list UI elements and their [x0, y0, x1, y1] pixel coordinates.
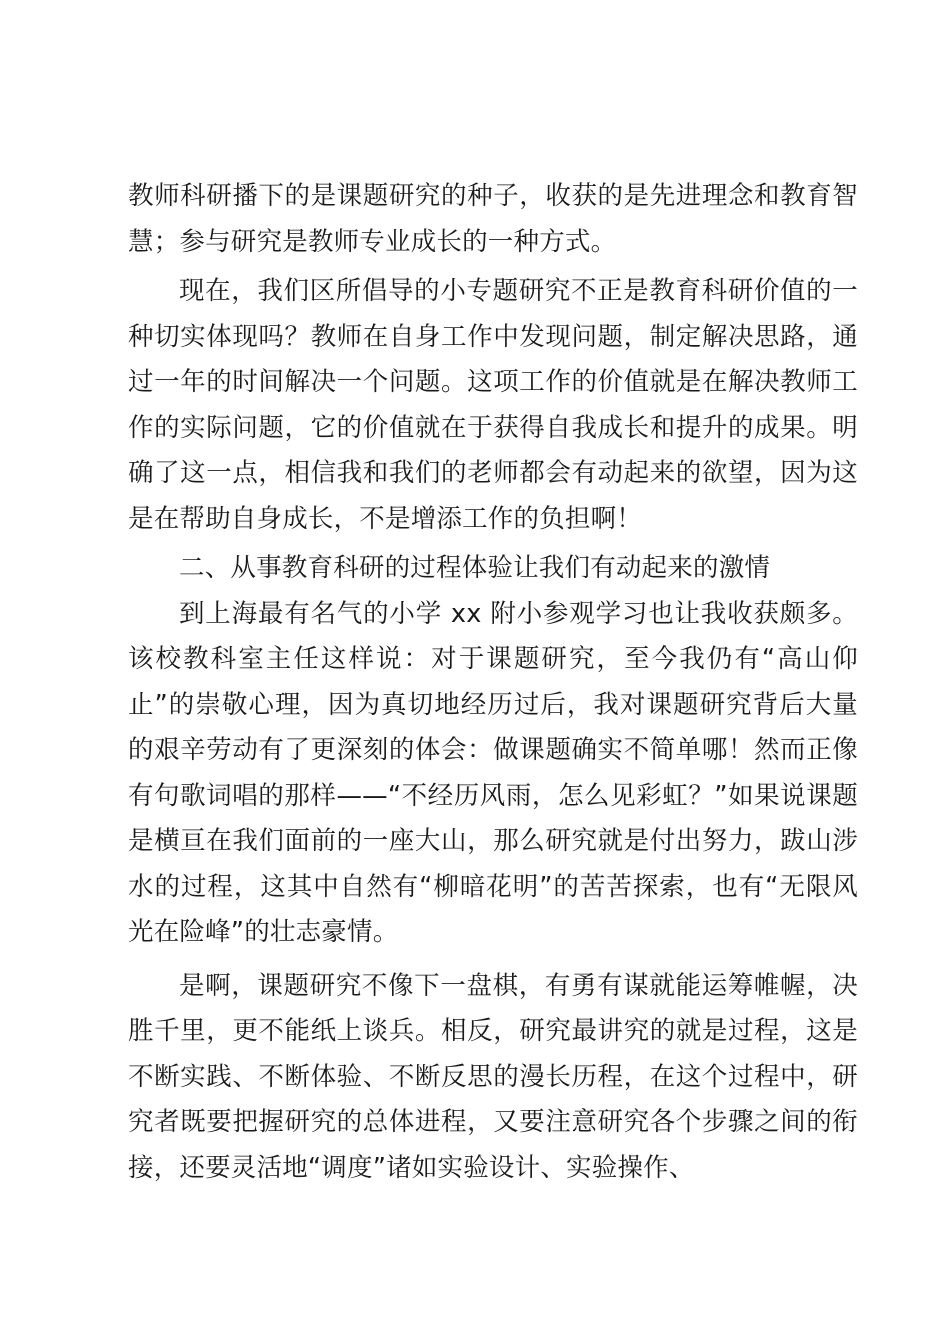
document-body: [128, 174, 858, 1191]
paragraph-small-topic-research: 现在，我们区所倡导的小专题研究不正是教育科研价值的一种切实体现吗？教师在自身工作中发现问题，制定解决思路，通过一年的时间解决一个问题。这项工作的价值就是在解决教师工作的实际问题，它的价值就在于获得自我成长和提升的成果。明确了这一点，相信我和我们的老师都会有动起来的欲望，因为这是在帮助自身成长，不是增添工作的负担啊！: [128, 276, 858, 534]
paragraph-research-process: 是啊，课题研究不像下一盘棋，有勇有谋就能运筹帷幄，决胜千里，更不能纸上谈兵。相反，研究最讲究的就是过程，这是不断实践、不断体验、不断反思的漫长历程，在这个过程中，研究者既要把握研究的总体进程，又要注意研究各个步骤之间的衔接，还要灵活地“调度”诸如实验设计、实验操作、: [128, 970, 858, 1183]
paragraph-shanghai-visit: 到上海最有名气的小学 xx 附小参观学习也让我收获颇多。该校教科室主任这样说：对于课题研究，至今我仍有“高山仰止”的崇敬心理，因为真切地经历过后，我对课题研究背后大量的艰辛劳动有了更深刻的体会：做课题确实不简单哪！然而正像有句歌词唱的那样——“不经历风雨，怎么见彩虹？”如果说课题是横亘在我们面前的一座大山，那么研究就是付出努力，跋山涉水的过程，这其中自然有“柳暗花明”的苦苦探索，也有“无限风光在险峰”的壮志豪情。: [128, 598, 858, 947]
paragraph-continuation: 教师科研播下的是课题研究的种子，收获的是先进理念和教育智慧；参与研究是教师专业成长的一种方式。: [128, 181, 858, 257]
section-heading: 二、从事教育科研的过程体验让我们有动起来的激情: [179, 553, 771, 583]
